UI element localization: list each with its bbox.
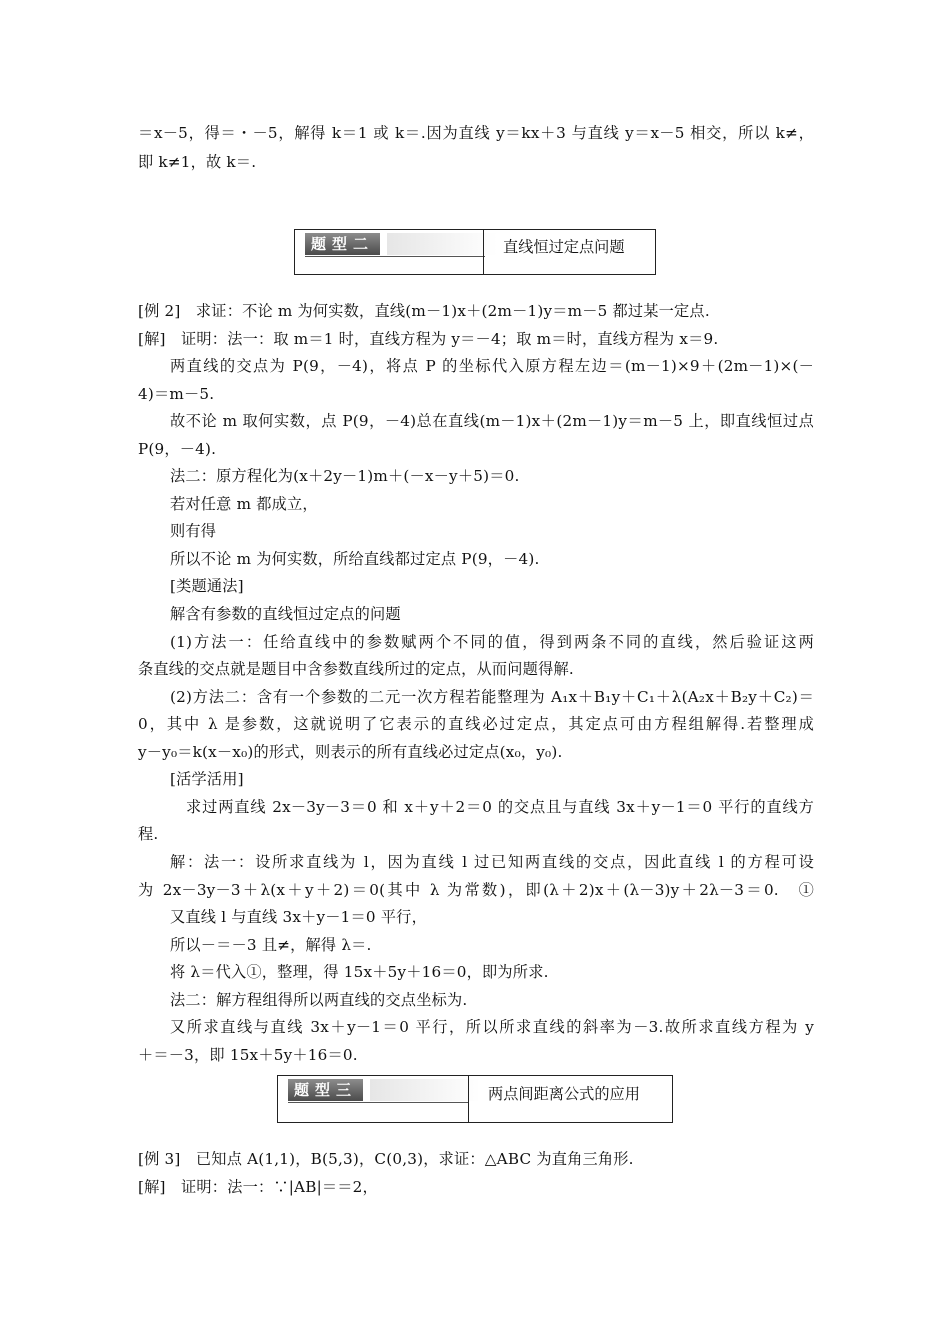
text-line: [活学活用] xyxy=(170,770,244,788)
text-line: [例 2] 求证：不论 m 为何实数，直线(m－1)x＋(2m－1)y＝m－5 都过某一定点. xyxy=(138,302,710,320)
text-line: 为 2x－3y－3＋λ(x＋y＋2)＝0(其中 λ 为常数)，即(λ＋2)x＋(λ－3)y＋2λ－3＝0. ① xyxy=(138,881,814,899)
text-line: [类题通法] xyxy=(170,577,244,595)
text-line: 法二：原方程化为(x＋2y－1)m＋(－x－y＋5)＝0. xyxy=(170,467,520,485)
text-line: 解：法一：设所求直线为 l，因为直线 l 过已知两直线的交点，因此直线 l 的方程可设 xyxy=(170,853,814,871)
text-line: 又所求直线与直线 3x＋y－1＝0 平行，所以所求直线的斜率为－3.故所求直线方程为 y xyxy=(170,1018,814,1036)
text-line: 程. xyxy=(138,825,159,843)
text-line: 所以不论 m 为何实数，所给直线都过定点 P(9，－4). xyxy=(170,550,540,568)
text-line: 若对任意 m 都成立， xyxy=(170,495,318,513)
text-line: (2)方法二：含有一个参数的二元一次方程若能整理为 A₁x＋B₁y＋C₁＋λ(A₂x＋B₂y＋C₂)＝ xyxy=(170,688,814,706)
text-line: 求过两直线 2x－3y－3＝0 和 x＋y＋2＝0 的交点且与直线 3x＋y－1＝0 平行的直线方 xyxy=(186,798,814,816)
text-line: 0，其中 λ 是参数，这就说明了它表示的直线必过定点，其定点可由方程组解得.若整理成 xyxy=(138,715,814,733)
text-line: [解] 证明：法一：∵|AB|＝＝2， xyxy=(138,1178,378,1196)
text-line: 解含有参数的直线恒过定点的问题 xyxy=(170,605,401,623)
banner-underline xyxy=(305,256,485,257)
text-line: 则有得 xyxy=(170,522,217,540)
text-line: 故不论 m 取何实数，点 P(9，－4)总在直线(m－1)x＋(2m－1)y＝m－5 上，即直线恒过点 xyxy=(170,412,814,430)
section-tag: 题型三 xyxy=(288,1079,363,1101)
text-line: (1)方法一：任给直线中的参数赋两个不同的值，得到两条不同的直线，然后验证这两 xyxy=(170,633,814,651)
text-line: 又直线 l 与直线 3x＋y－1＝0 平行， xyxy=(170,908,427,926)
banner-divider xyxy=(468,1076,469,1122)
text-line: y－y₀＝k(x－x₀)的形式，则表示的所有直线必过定点(x₀，y₀). xyxy=(138,743,563,761)
banner-shadow xyxy=(387,233,497,255)
banner-divider xyxy=(483,230,484,274)
section-title: 直线恒过定点问题 xyxy=(503,238,625,256)
banner-underline xyxy=(288,1102,468,1103)
section-banner-type-two xyxy=(294,229,656,275)
text-line: [例 3] 已知点 A(1,1)，B(5,3)，C(0,3)，求证：△ABC 为直角三角形. xyxy=(138,1150,634,1168)
text-line: 即 k≠1，故 k＝. xyxy=(138,153,257,171)
section-title: 两点间距离公式的应用 xyxy=(488,1085,640,1103)
section-tag: 题型二 xyxy=(305,233,380,255)
text-line: ＝x－5，得＝・－5，解得 k＝1 或 k＝.因为直线 y＝kx＋3 与直线 y＝x－5 相交，所以 k≠， xyxy=(138,124,814,142)
text-line: 所以－＝－3 且≠，解得 λ＝. xyxy=(170,936,372,954)
banner-shadow xyxy=(370,1079,480,1101)
text-line: 4)＝m－5. xyxy=(138,385,215,403)
text-line: [解] 证明：法一：取 m＝1 时，直线方程为 y＝－4；取 m＝时，直线方程为 x＝9. xyxy=(138,330,719,348)
text-line: 条直线的交点就是题目中含参数直线所过的定点，从而问题得解. xyxy=(138,660,574,678)
text-line: 法二：解方程组得所以两直线的交点坐标为. xyxy=(170,991,468,1009)
text-line: ＋＝－3，即 15x＋5y＋16＝0. xyxy=(138,1046,358,1064)
text-line: P(9，－4). xyxy=(138,440,217,458)
text-line: 将 λ＝代入①，整理，得 15x＋5y＋16＝0，即为所求. xyxy=(170,963,549,981)
text-line: 两直线的交点为 P(9，－4)，将点 P 的坐标代入原方程左边＝(m－1)×9＋(2m－1)×(－ xyxy=(170,357,814,375)
section-banner-type-three xyxy=(277,1075,673,1123)
